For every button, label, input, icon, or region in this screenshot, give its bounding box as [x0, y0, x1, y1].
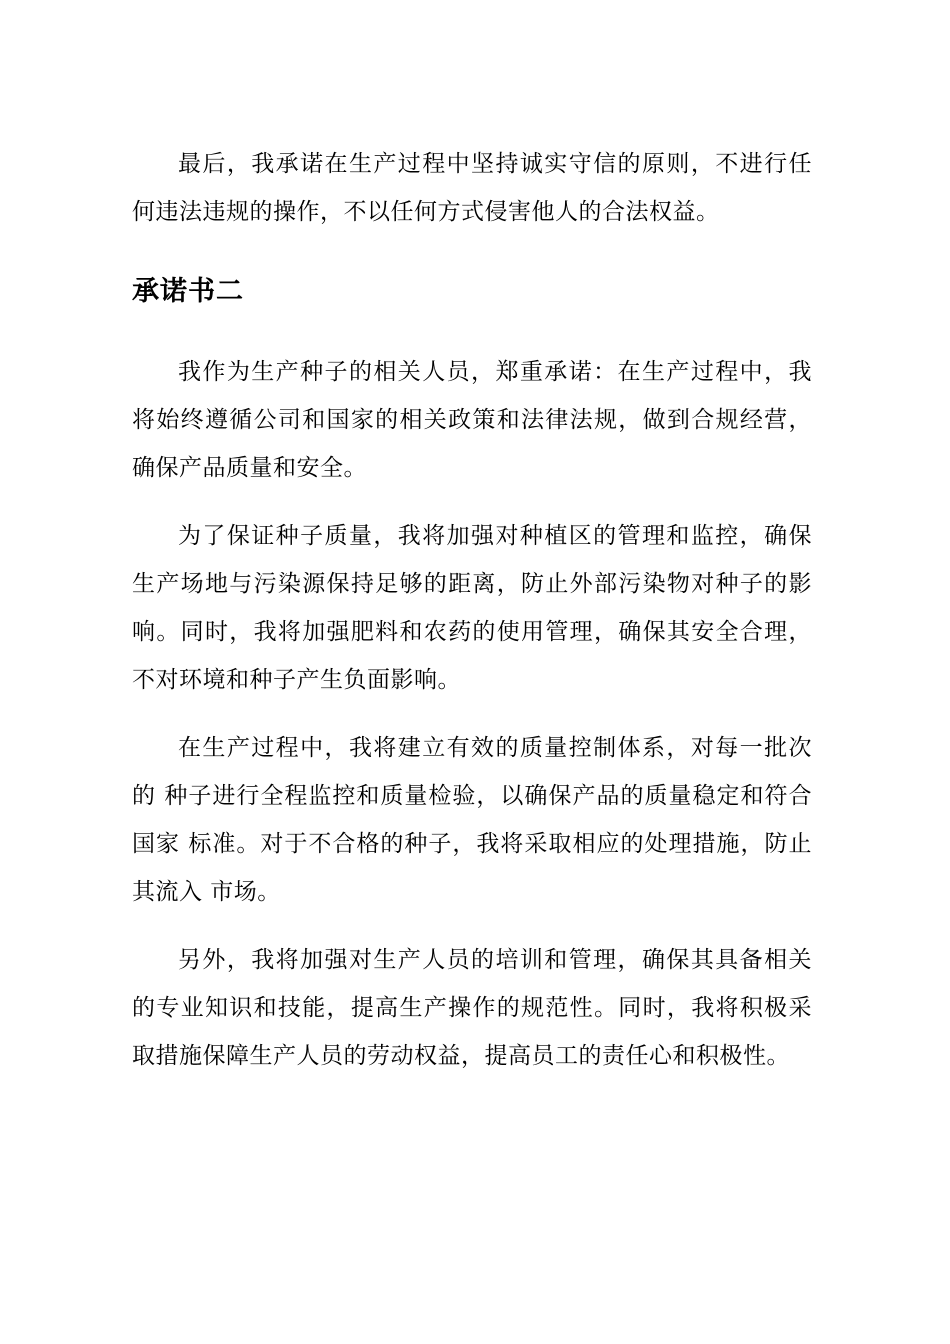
paragraph-commitment: 我作为生产种子的相关人员，郑重承诺：在生产过程中，我将始终遵循公司和国家的相关政策和法律法规，做到合规经营，确保产品质量和安全。	[132, 359, 812, 481]
paragraph-seed-quality: 为了保证种子质量，我将加强对种植区的管理和监控，确保生产场地与污染源保持足够的距离，防止外部污染物对种子的影响。同时，我将加强肥料和农药的使用管理，确保其安全合理，不对环境和种子产生负面影响。	[132, 523, 812, 693]
intro-paragraph: 最后，我承诺在生产过程中坚持诚实守信的原则，不进行任何违法违规的操作，不以任何方式侵害他人的合法权益。	[132, 151, 812, 225]
paragraph-staff-training: 另外，我将加强对生产人员的培训和管理，确保其具备相关的专业知识和技能，提高生产操作的规范性。同时，我将积极采取措施保障生产人员的劳动权益，提高员工的责任心和积极性。	[132, 947, 812, 1069]
paragraph-quality-control: 在生产过程中，我将建立有效的质量控制体系，对每一批次的 种子进行全程监控和质量检验，以确保产品的质量稳定和符合国家 标准。对于不合格的种子，我将采取相应的处理措施，防止其流入 市场。	[132, 735, 812, 905]
section-title: 承诺书二	[132, 276, 244, 307]
document-body	[132, 140, 812, 1080]
